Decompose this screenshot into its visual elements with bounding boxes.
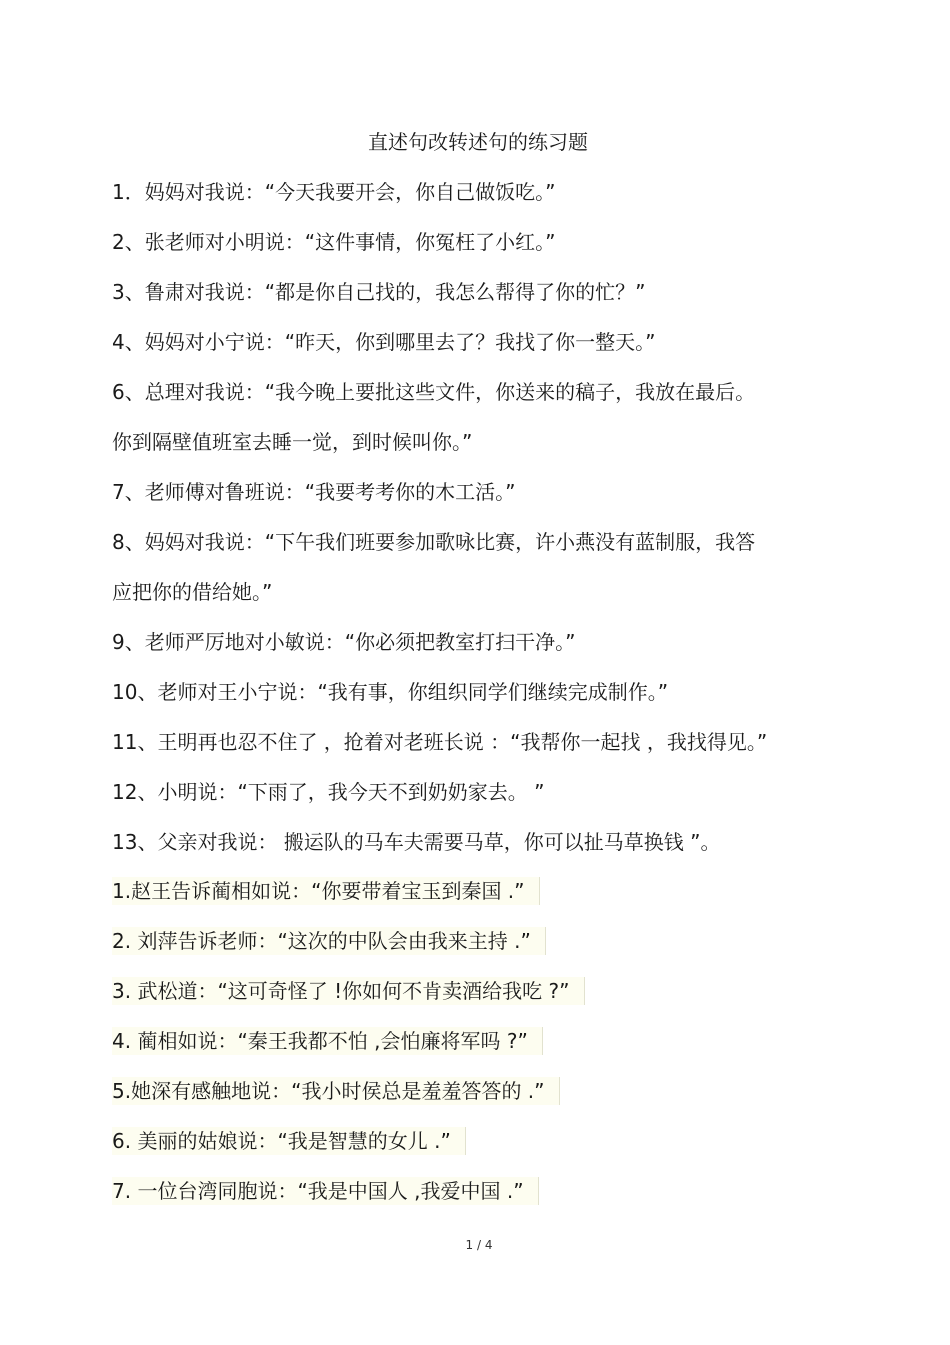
exercise-line: 应把你的借给她。” [112, 580, 273, 604]
exercise-line: 12、小明说：“下雨了，我今天不到奶奶家去。 ” [112, 780, 545, 804]
exercise-line: 3、鲁肃对我说：“都是你自己找的，我怎么帮得了你的忙？” [112, 280, 646, 304]
exercise-line: 你到隔壁值班室去睡一觉，到时候叫你。” [112, 430, 473, 454]
exercise-line: 1．妈妈对我说：“今天我要开会，你自己做饭吃。” [112, 180, 556, 204]
page-title: 直述句改转述句的练习题 [368, 130, 588, 154]
exercise-line: 8、妈妈对我说：“下午我们班要参加歌咏比赛，许小燕没有蓝制服，我答 [112, 530, 756, 554]
page-number: 1 / 4 [465, 1238, 493, 1252]
exercise-line: 9、老师严厉地对小敏说：“你必须把教室打扫干净。” [112, 630, 576, 654]
highlighted-exercise-line: 2. 刘萍告诉老师：“这次的中队会由我来主持 .” [112, 927, 546, 955]
exercise-line: 13、父亲对我说： 搬运队的马车夫需要马草，你可以扯马草换钱 ”。 [112, 830, 721, 854]
exercise-line: 4、妈妈对小宁说：“昨天，你到哪里去了？我找了你一整天。” [112, 330, 656, 354]
highlighted-exercise-line: 7. 一位台湾同胞说：“我是中国人 ,我爱中国 .” [112, 1177, 539, 1205]
exercise-line: 10、老师对王小宁说：“我有事，你组织同学们继续完成制作。” [112, 680, 669, 704]
exercise-line: 2、张老师对小明说：“这件事情，你冤枉了小红。” [112, 230, 556, 254]
highlighted-exercise-line: 6. 美丽的姑娘说：“我是智慧的女儿 .” [112, 1127, 466, 1155]
exercise-line: 7、老师傅对鲁班说：“我要考考你的木工活。” [112, 480, 516, 504]
highlighted-exercise-line: 4. 蔺相如说：“秦王我都不怕 ,会怕廉将军吗 ?” [112, 1027, 543, 1055]
exercise-line: 6、总理对我说：“我今晚上要批这些文件，你送来的稿子，我放在最后。 [112, 380, 756, 404]
exercise-line: 11、王明再也忍不住了 ，抢着对老班长说 ：“我帮你一起找 ，我找得见。” [112, 730, 768, 754]
highlighted-exercise-line: 5.她深有感触地说：“我小时侯总是羞羞答答的 .” [112, 1077, 560, 1105]
highlighted-exercise-line: 1.赵王告诉蔺相如说：“你要带着宝玉到秦国 .” [112, 877, 540, 905]
highlighted-exercise-line: 3. 武松道：“这可奇怪了 !你如何不肯卖酒给我吃 ?” [112, 977, 585, 1005]
